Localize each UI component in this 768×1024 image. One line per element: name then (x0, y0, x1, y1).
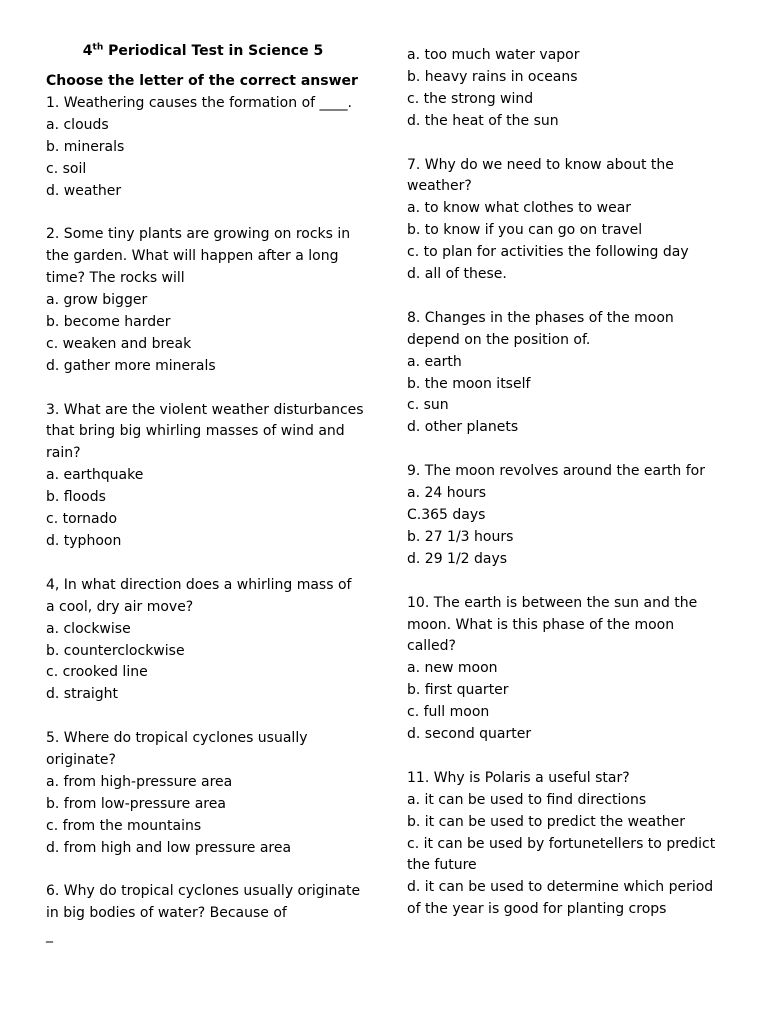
answer-option: b. the moon itself (407, 375, 531, 392)
page-title (46, 40, 360, 62)
answer-option: d. weather (46, 182, 122, 199)
answer-option: a. 24 hours (407, 485, 487, 502)
answer-option: c. crooked line (46, 664, 148, 681)
question-block (46, 224, 364, 377)
question-block (407, 593, 727, 746)
answer-option: _ (46, 927, 53, 944)
answer-option: c. it can be used by fortunetellers to predict the future (407, 835, 716, 874)
question-block (407, 461, 727, 571)
answer-option: b. from low-pressure area (46, 795, 226, 812)
answer-option: c. the strong wind (407, 90, 534, 107)
right-question-list (407, 45, 727, 921)
answer-option: c. full moon (407, 704, 490, 721)
answer-option: b. to know if you can go on travel (407, 222, 643, 239)
answer-option: a. it can be used to find directions (407, 791, 647, 808)
answer-option: d. the heat of the sun (407, 112, 559, 129)
question-block (46, 575, 364, 706)
answer-option: b. become harder (46, 313, 171, 330)
question-text: 11. Why is Polaris a useful star? (407, 769, 630, 786)
answer-option: d. second quarter (407, 726, 532, 743)
answer-option: b. heavy rains in oceans (407, 68, 578, 85)
answer-option: d. it can be used to determine which period of the year is good for planting crops (407, 879, 714, 918)
question-block (407, 308, 727, 439)
question-text: 8. Changes in the phases of the moon depend on the position of. (407, 309, 674, 348)
answer-option: c. soil (46, 160, 87, 177)
answer-option: b. it can be used to predict the weather (407, 813, 685, 830)
answer-option: b. 27 1/3 hours (407, 528, 514, 545)
answer-option: d. 29 1/2 days (407, 550, 508, 567)
question-text: 2. Some tiny plants are growing on rocks in the garden. What will happen after a long time? The rocks will (46, 226, 351, 287)
answer-option: b. minerals (46, 138, 125, 155)
answer-option: d. from high and low pressure area (46, 839, 292, 856)
answer-option: c. weaken and break (46, 335, 192, 352)
question-text: 4, In what direction does a whirling mass of a cool, dry air move? (46, 576, 352, 615)
answer-option: c. from the mountains (46, 817, 202, 834)
answer-option: a. to know what clothes to wear (407, 200, 632, 217)
question-block (46, 93, 364, 203)
answer-option: d. all of these. (407, 266, 507, 283)
answer-option: a. earth (407, 353, 462, 370)
answer-option: c. tornado (46, 511, 118, 528)
question-block (46, 400, 364, 553)
answer-option: a. from high-pressure area (46, 773, 233, 790)
answer-option: c. to plan for activities the following day (407, 244, 689, 261)
question-text: 9. The moon revolves around the earth for (407, 463, 705, 480)
question-block (407, 155, 727, 286)
answer-option: c. sun (407, 397, 449, 414)
right-column (407, 45, 727, 943)
question-text: 7. Why do we need to know about the weather? (407, 156, 674, 195)
left-column (46, 40, 364, 969)
left-question-list (46, 93, 364, 947)
instructions: Choose the letter of the correct answer (46, 73, 358, 89)
answer-option: b. floods (46, 489, 106, 506)
question-block (407, 45, 727, 133)
answer-option: d. straight (46, 686, 119, 703)
answer-option: d. typhoon (46, 533, 122, 549)
answer-option: a. too much water vapor (407, 47, 580, 63)
question-block (46, 728, 364, 859)
title-text: Periodical Test in Science 5 (108, 43, 324, 59)
answer-option: d. other planets (407, 419, 519, 436)
answer-option: b. first quarter (407, 682, 509, 699)
question-block (46, 881, 364, 947)
answer-option: a. new moon (407, 660, 498, 677)
answer-option: d. gather more minerals (46, 357, 216, 374)
question-text: 3. What are the violent weather disturbances that bring big whirling masses of wind and rain? (46, 401, 364, 462)
answer-option: a. clockwise (46, 620, 131, 637)
title-superscript: th (92, 42, 104, 53)
question-text: 6. Why do tropical cyclones usually originate in big bodies of water? Because of (46, 883, 361, 922)
answer-option: a. grow bigger (46, 292, 148, 309)
answer-option: C.365 days (407, 506, 486, 523)
question-text: 1. Weathering causes the formation of ____. (46, 94, 352, 111)
question-block (407, 768, 727, 921)
answer-option: a. clouds (46, 116, 109, 133)
answer-option: b. counterclockwise (46, 642, 185, 659)
question-text: 5. Where do tropical cyclones usually originate? (46, 730, 308, 769)
question-text: 10. The earth is between the sun and the moon. What is this phase of the moon called? (407, 594, 698, 655)
answer-option: a. earthquake (46, 467, 144, 484)
title-number: 4 (82, 43, 93, 59)
